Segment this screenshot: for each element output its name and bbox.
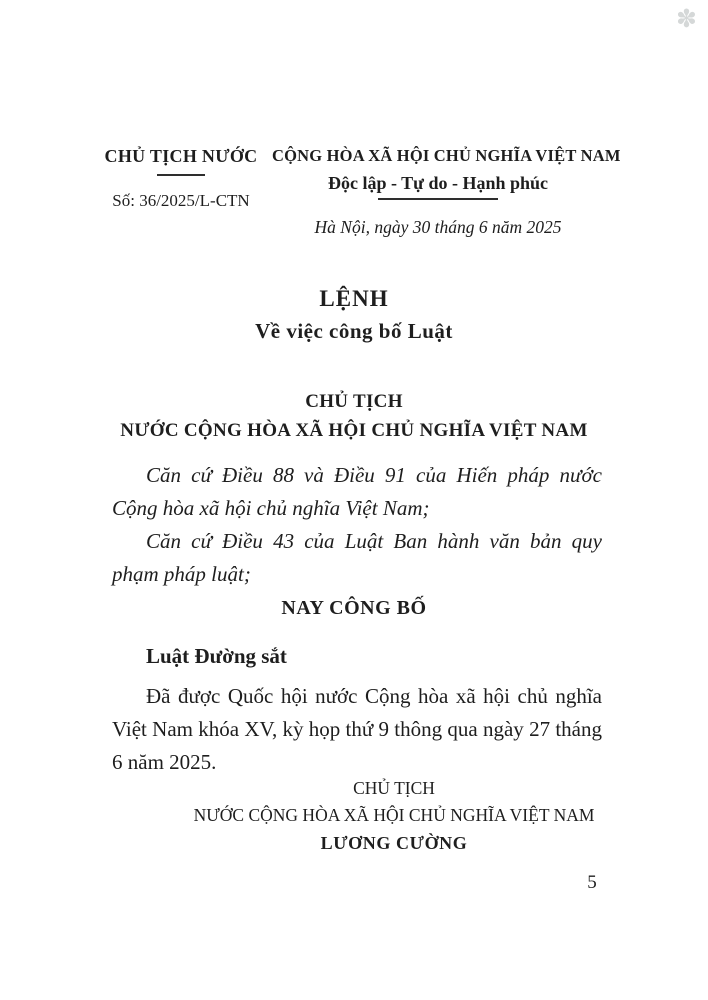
signature-block — [96, 775, 692, 857]
issuing-org-name: CHỦ TỊCH NƯỚC — [104, 146, 258, 166]
signature-country: NƯỚC CỘNG HÒA XÃ HỘI CHỦ NGHĨA VIỆT NAM — [193, 805, 595, 825]
recital-paragraph: Căn cứ Điều 88 và Điều 91 của Hiến pháp nước Cộng hòa xã hội chủ nghĩa Việt Nam; — [112, 463, 602, 520]
document-number: Số: 36/2025/L-CTN — [112, 191, 250, 210]
passage-paragraph: Đã được Quốc hội nước Cộng hòa xã hội chủ nghĩa Việt Nam khóa XV, kỳ họp thứ 9 thông qua ngày 27 tháng 6 năm 2025. — [112, 684, 602, 774]
header-national-heading — [272, 146, 621, 238]
national-motto: Độc lập - Tự do - Hạnh phúc — [327, 173, 549, 193]
signature-title: CHỦ TỊCH — [353, 778, 435, 798]
header-right-divider — [378, 198, 498, 200]
header-issuing-authority — [58, 146, 304, 211]
document-title: LỆNH — [319, 286, 389, 311]
header-left-divider — [157, 174, 205, 176]
signer-name: LƯƠNG CƯỜNG — [320, 833, 468, 853]
page-number: 5 — [587, 872, 597, 893]
issuer-country: NƯỚC CỘNG HÒA XÃ HỘI CHỦ NGHĨA VIỆT NAM — [120, 420, 588, 441]
issuer-heading — [0, 387, 708, 445]
proclamation-heading: NAY CÔNG BỐ — [281, 597, 427, 619]
flower-icon: ✽ — [676, 6, 697, 33]
issuer-title: CHỦ TỊCH — [305, 391, 403, 412]
recitals-section — [112, 459, 602, 591]
document-subtitle: Về việc công bố Luật — [255, 319, 453, 343]
nation-name: CỘNG HÒA XÃ HỘI CHỦ NGHĨA VIỆT NAM — [272, 146, 621, 165]
recital-paragraph: Căn cứ Điều 43 của Luật Ban hành văn bản quy phạm pháp luật; — [112, 529, 602, 586]
law-name: Luật Đường sắt — [146, 644, 287, 668]
document-title-block — [0, 286, 708, 344]
place-and-date: Hà Nội, ngày 30 tháng 6 năm 2025 — [314, 217, 562, 237]
